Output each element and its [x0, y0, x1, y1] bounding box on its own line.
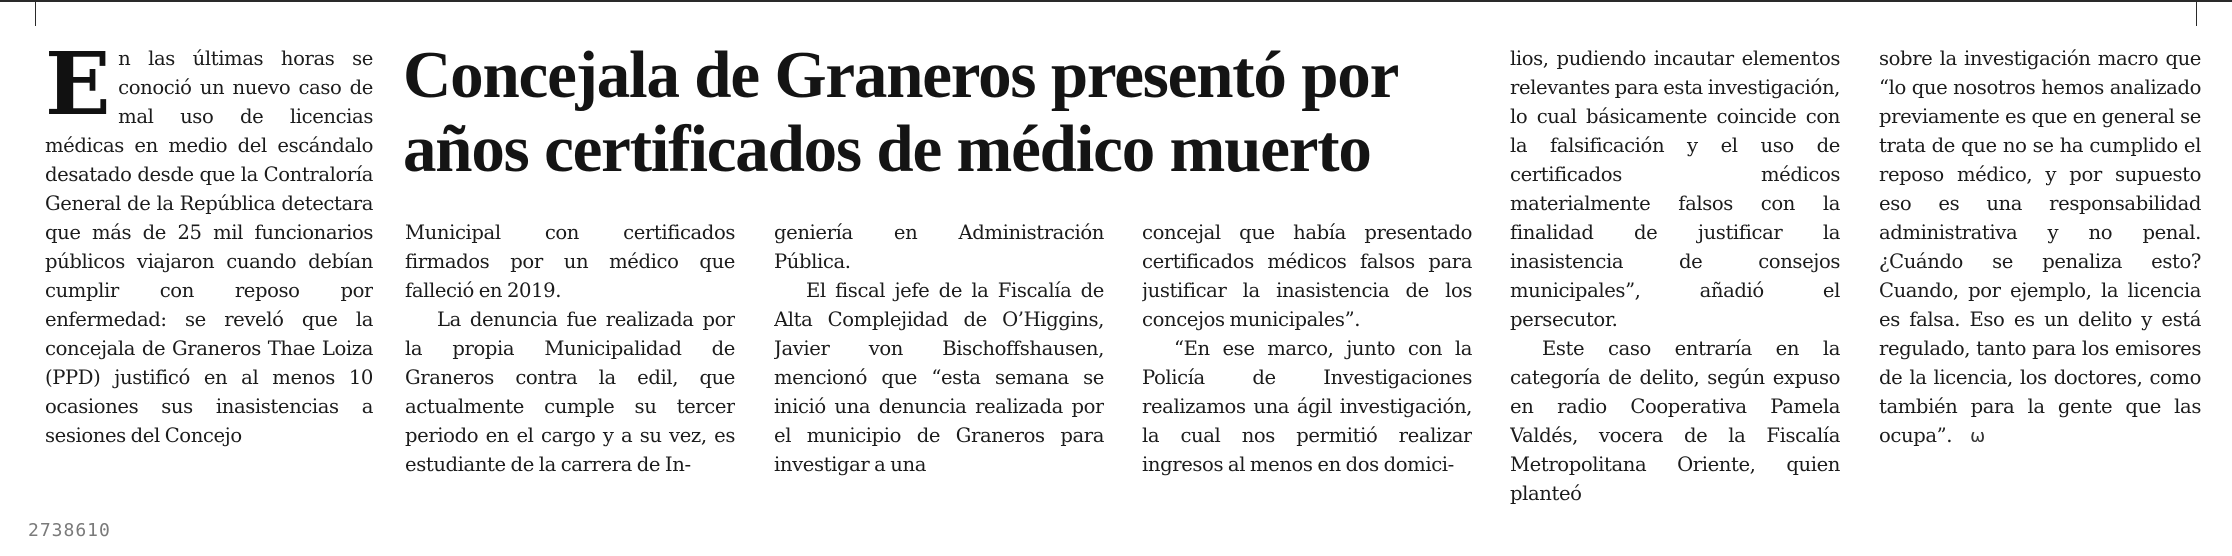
paragraph: La denuncia fue realizada por la propia Municipalidad de Graneros contra la edil, que actualmente cumple su tercer periodo en el cargo y a su vez, es estudiante de la carrera de In-	[405, 308, 735, 476]
paragraph	[1879, 44, 2201, 451]
drop-cap: E	[45, 44, 111, 135]
headline-line-2: años certificados de médico muerto	[403, 112, 1371, 186]
paragraph: lios, pudiendo incautar elementos relevantes para esta investigación, lo cual básicamente coincide con la falsificación y el uso de certificados médicos materialmente falsos con la finalidad de justificar la inasistencia de consejos municipales”, añadió el persecutor.	[1510, 47, 1840, 331]
left-column-rule	[35, 0, 36, 26]
article-column-6	[1879, 44, 2201, 514]
paragraph: El fiscal jefe de la Fiscalía de Alta Complejidad de O’Higgins, Javier von Bischoffshausen, mencionó que “esta semana se inició una denuncia realizada por el municipio de Graneros para investigar a una	[774, 279, 1104, 476]
end-mark-icon: ω	[1970, 426, 1985, 447]
paragraph: Municipal con certificados firmados por un médico que falleció en 2019.	[405, 221, 735, 302]
top-rule	[0, 0, 2232, 2]
headline-line-1: Concejala de Graneros presentó por	[403, 38, 1399, 112]
paragraph: concejal que había presentado certificados médicos falsos para justificar la inasistencia de los concejos municipales”.	[1142, 221, 1472, 331]
paragraph-text: sobre la investigación macro que “lo que nosotros hemos analizado previamente es que en general se trata de que no se ha cumplido el reposo médico, y por supuesto eso es una responsabilidad administrativa y no penal. ¿Cuándo se penaliza esto? Cuando, por ejemplo, la licencia es falsa. Eso es un delito y está regulado, tanto para los emisores de la licencia, los doctores, como también para la gente que las ocupa”.	[1879, 47, 2201, 447]
article-column-1	[45, 44, 373, 514]
paragraph: Este caso entraría en la categoría de delito, según expuso en radio Cooperativa Pamela Valdés, vocera de la Fiscalía Metropolitana Oriente, quien planteó	[1510, 337, 1840, 505]
right-column-rule	[2196, 0, 2197, 26]
paragraph-intro: n las últimas horas se conoció un nuevo caso de mal uso de licencias médicas en medio del escándalo desatado desde que la Contraloría General de la República detectara que más de 25 mil funcionarios públicos viajaron cuando debían cumplir con reposo por enfermedad: se reveló que la concejala de Graneros Thae Loiza (PPD) justificó en al menos 10 ocasiones sus inasistencias a sesiones del Concejo	[45, 47, 373, 447]
headline	[403, 38, 1478, 186]
paragraph: geniería en Administración Pública.	[774, 221, 1104, 273]
paragraph: “En ese marco, junto con la Policía de Investigaciones realizamos una ágil investigación, la cual nos permitió realizar ingresos al menos en dos domici-	[1142, 337, 1472, 476]
article-column-3	[774, 218, 1104, 518]
clipping-id: 2738610	[28, 520, 111, 541]
article-column-4	[1142, 218, 1472, 518]
article-column-2	[405, 218, 735, 518]
article-column-5	[1510, 44, 1840, 514]
